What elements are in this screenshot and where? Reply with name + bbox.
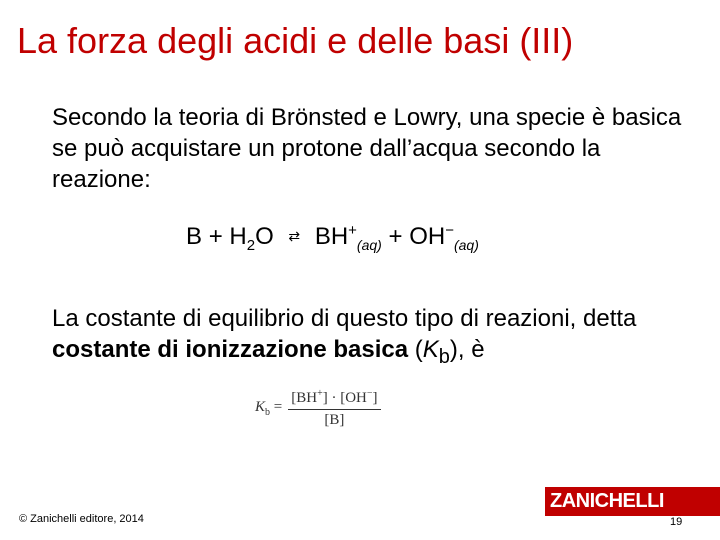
zanichelli-logo: ZANICHELLI: [545, 487, 720, 516]
page-number: 19: [670, 516, 683, 528]
bh-state: (aq): [356, 236, 382, 253]
oh-state: (aq): [453, 236, 479, 253]
definition-close: ), è: [449, 336, 485, 363]
intro-paragraph: Secondo la teoria di Brönsted e Lowry, una specie è basica se può acquistare un protone dall’acqua secondo la reazione:: [52, 104, 682, 193]
formula-k: K: [255, 399, 266, 415]
formula-lhs: [255, 399, 282, 418]
kb-formula: [255, 388, 381, 429]
slide-title: La forza degli acidi e delle basi (III): [17, 20, 574, 61]
formula-fraction: [288, 388, 380, 429]
num-end: ]: [372, 390, 378, 406]
formula-equals: =: [273, 399, 283, 415]
bh-symbol: BH: [314, 223, 349, 250]
num-bh-charge: +: [317, 388, 323, 399]
definition-term: costante di ionizzazione basica: [52, 336, 409, 363]
kb-symbol: K: [422, 336, 439, 363]
copyright-text: © Zanichelli editore, 2014: [19, 513, 144, 525]
water-o: O: [255, 223, 274, 250]
plus-sign: +: [208, 223, 223, 250]
oh-charge: −: [445, 222, 454, 239]
definition-paragraph: [52, 303, 682, 373]
equilibrium-arrow-icon: ⇄: [288, 228, 301, 244]
formula-numerator: [288, 388, 380, 410]
oh-symbol: OH: [409, 223, 446, 250]
water-h: H: [229, 223, 247, 250]
definition-open: (: [408, 336, 423, 363]
plus-sign-2: +: [388, 223, 403, 250]
num-bh: [BH: [291, 390, 318, 406]
formula-k-subscript: b: [265, 407, 271, 418]
base-symbol: B: [186, 223, 203, 250]
definition-text: La costante di equilibrio di questo tipo di reazioni, detta: [52, 305, 637, 332]
formula-denominator: [B]: [324, 412, 345, 428]
num-mid: ] · [OH: [322, 390, 367, 406]
kb-subscript: b: [438, 345, 450, 368]
water-subscript: 2: [246, 236, 256, 254]
bh-charge: +: [348, 222, 357, 239]
num-oh-charge: −: [366, 388, 373, 399]
reaction-equation: [186, 222, 479, 254]
